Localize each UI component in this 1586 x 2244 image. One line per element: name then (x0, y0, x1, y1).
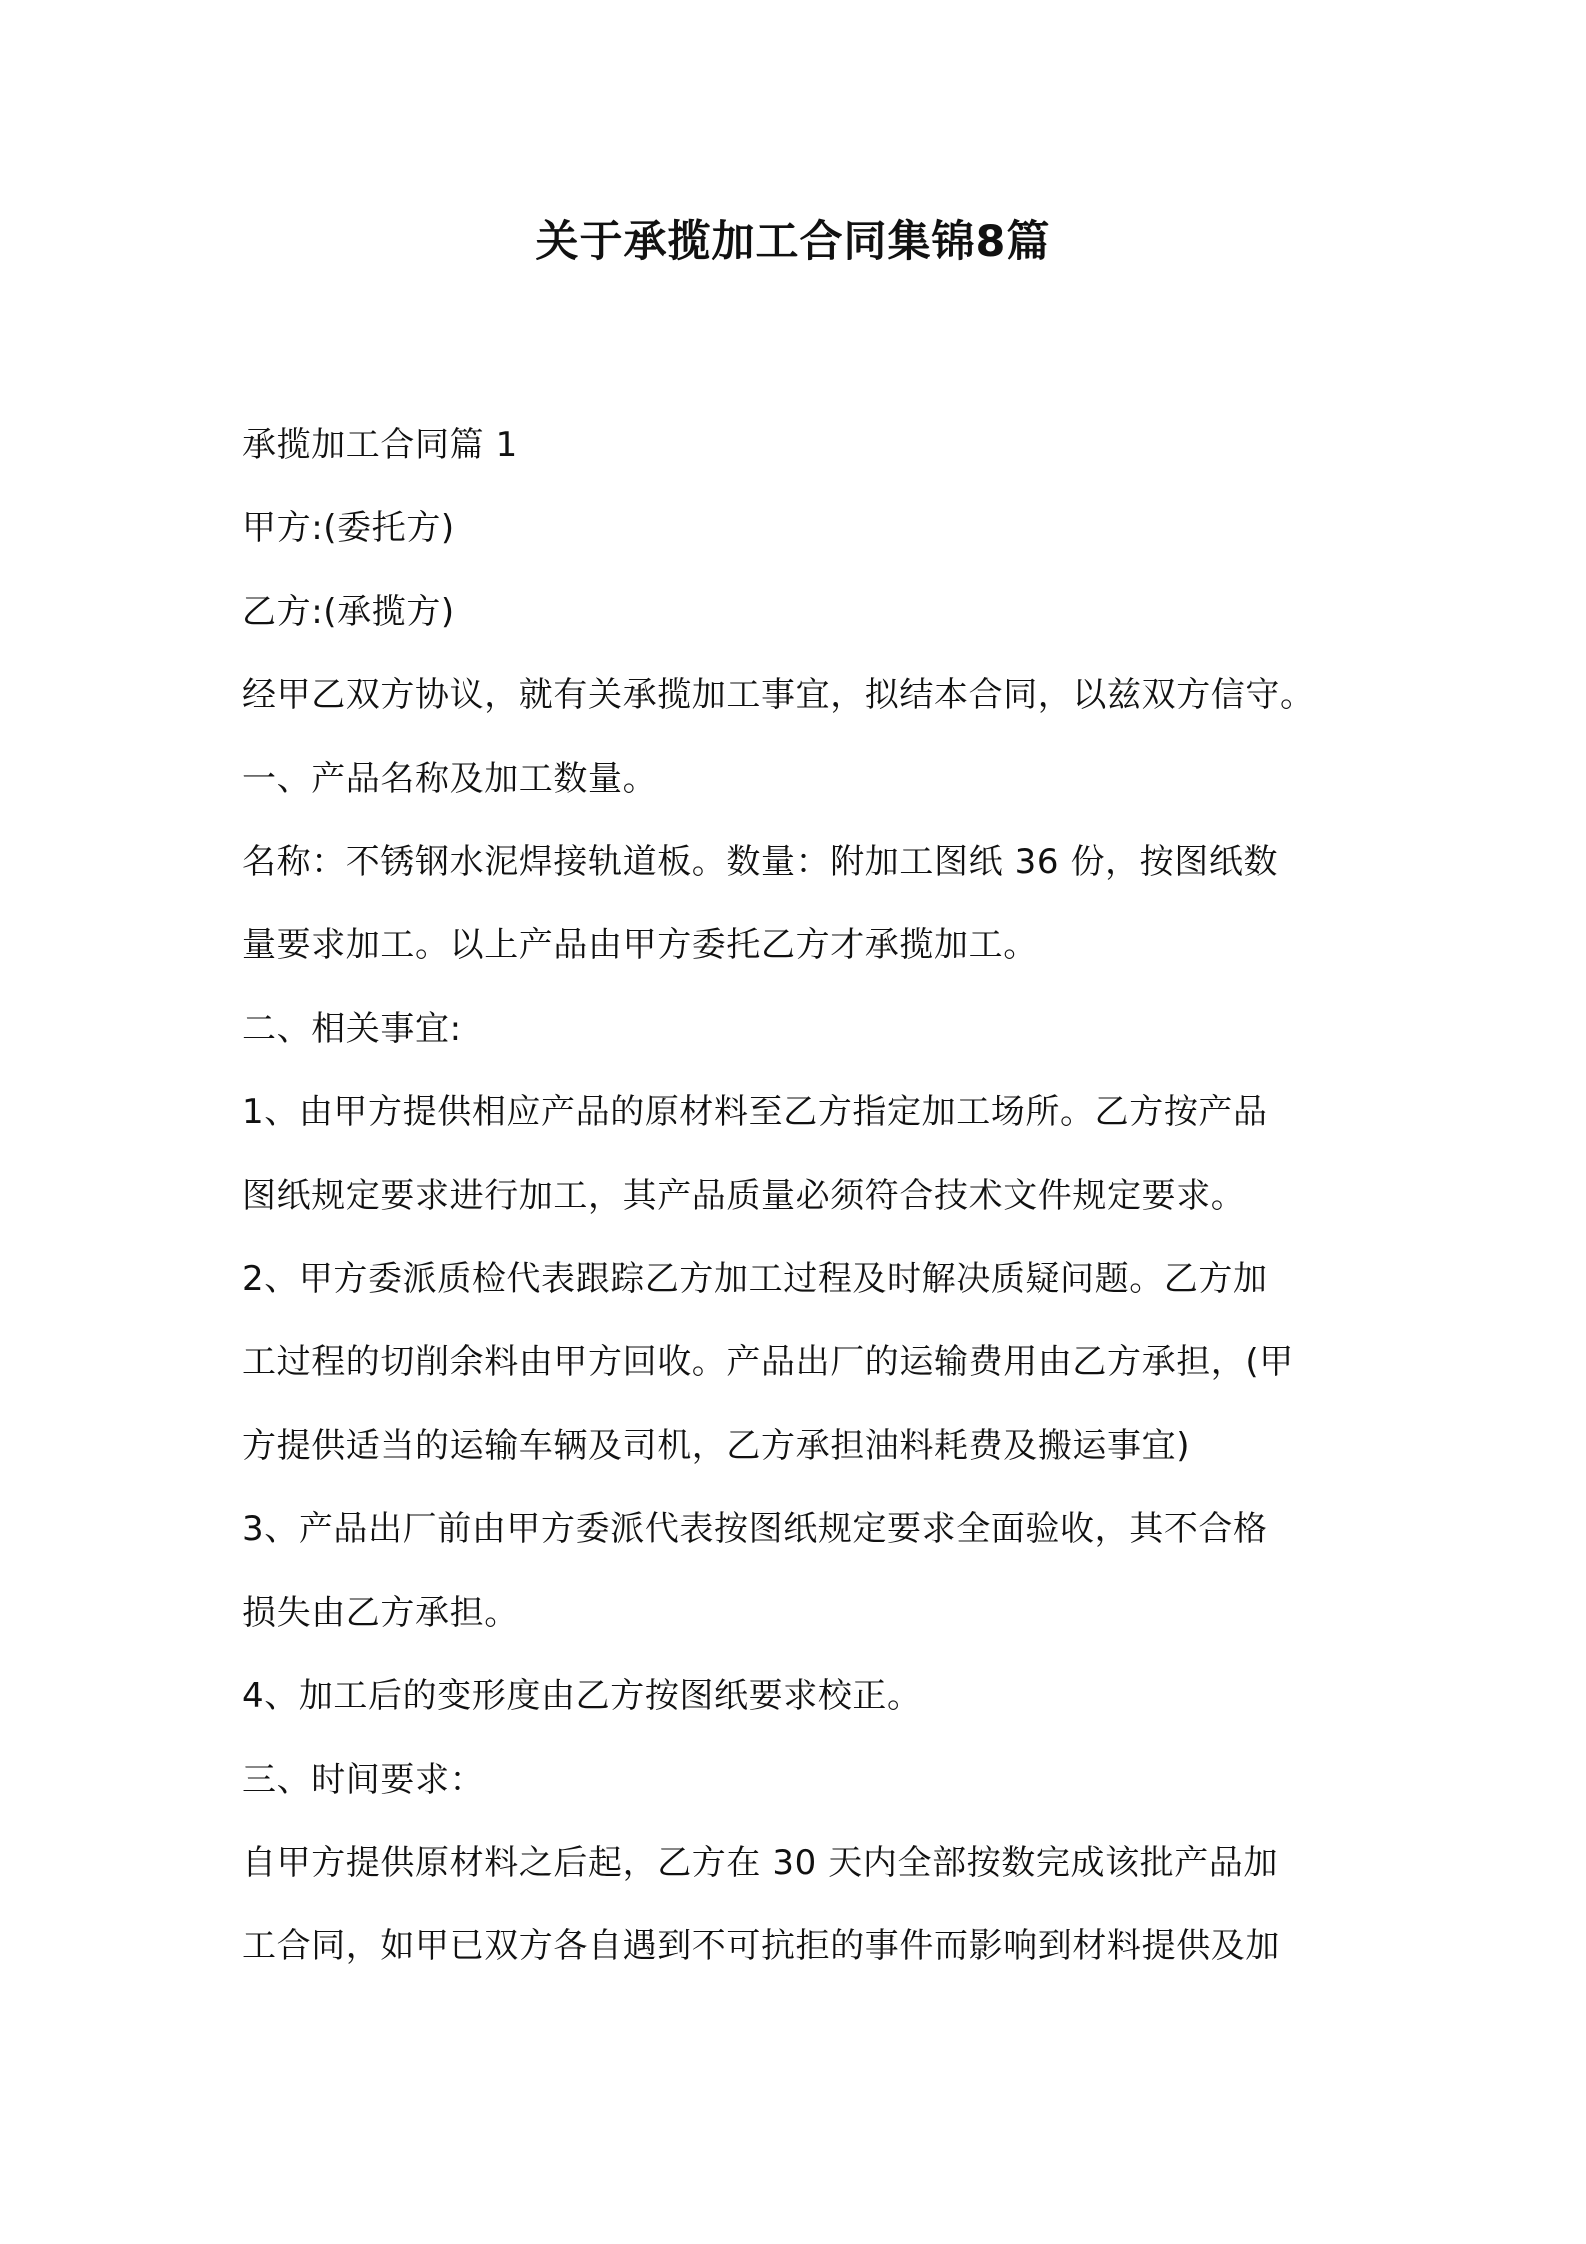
clause-heading-3: 三、时间要求： (242, 1759, 485, 1800)
party-a-line: 甲方:(委托方) (242, 508, 455, 549)
clause-heading-1: 一、产品名称及加工数量。 (242, 758, 658, 799)
body-line: 3、产品出厂前由甲方委派代表按图纸规定要求全面验收，其不合格 (242, 1509, 1268, 1550)
body-line: 图纸规定要求进行加工，其产品质量必须符合技术文件规定要求。 (242, 1175, 1246, 1216)
body-line: 2、甲方委派质检代表跟踪乙方加工过程及时解决质疑问题。乙方加 (242, 1259, 1268, 1300)
body-line: 量要求加工。以上产品由甲方委托乙方才承揽加工。 (242, 925, 1038, 966)
body-line: 方提供适当的运输车辆及司机，乙方承担油料耗费及搬运事宜) (242, 1425, 1191, 1466)
body-line: 工合同，如甲已双方各自遇到不可抗拒的事件而影响到材料提供及加 (242, 1926, 1280, 1967)
document-title: 关于承揽加工合同集锦8篇 (535, 217, 1051, 267)
agreement-intro: 经甲乙双方协议，就有关承揽加工事宜，拟结本合同，以兹双方信守。 (242, 675, 1315, 716)
body-line: 名称：不锈钢水泥焊接轨道板。数量：附加工图纸 36 份，按图纸数 (242, 842, 1279, 883)
body-line: 损失由乙方承担。 (242, 1592, 519, 1633)
body-line: 自甲方提供原材料之后起，乙方在 30 天内全部按数完成该批产品加 (242, 1842, 1279, 1883)
clause-heading-2: 二、相关事宜: (242, 1008, 462, 1049)
document-body (242, 404, 1362, 1989)
body-line: 1、由甲方提供相应产品的原材料至乙方指定加工场所。乙方按产品 (242, 1092, 1268, 1133)
section-heading: 承揽加工合同篇 1 (242, 425, 518, 465)
party-b-line: 乙方:(承揽方) (242, 591, 455, 632)
body-line: 工过程的切削余料由甲方回收。产品出厂的运输费用由乙方承担，(甲 (242, 1342, 1294, 1383)
body-line: 4、加工后的变形度由乙方按图纸要求校正。 (242, 1676, 922, 1717)
